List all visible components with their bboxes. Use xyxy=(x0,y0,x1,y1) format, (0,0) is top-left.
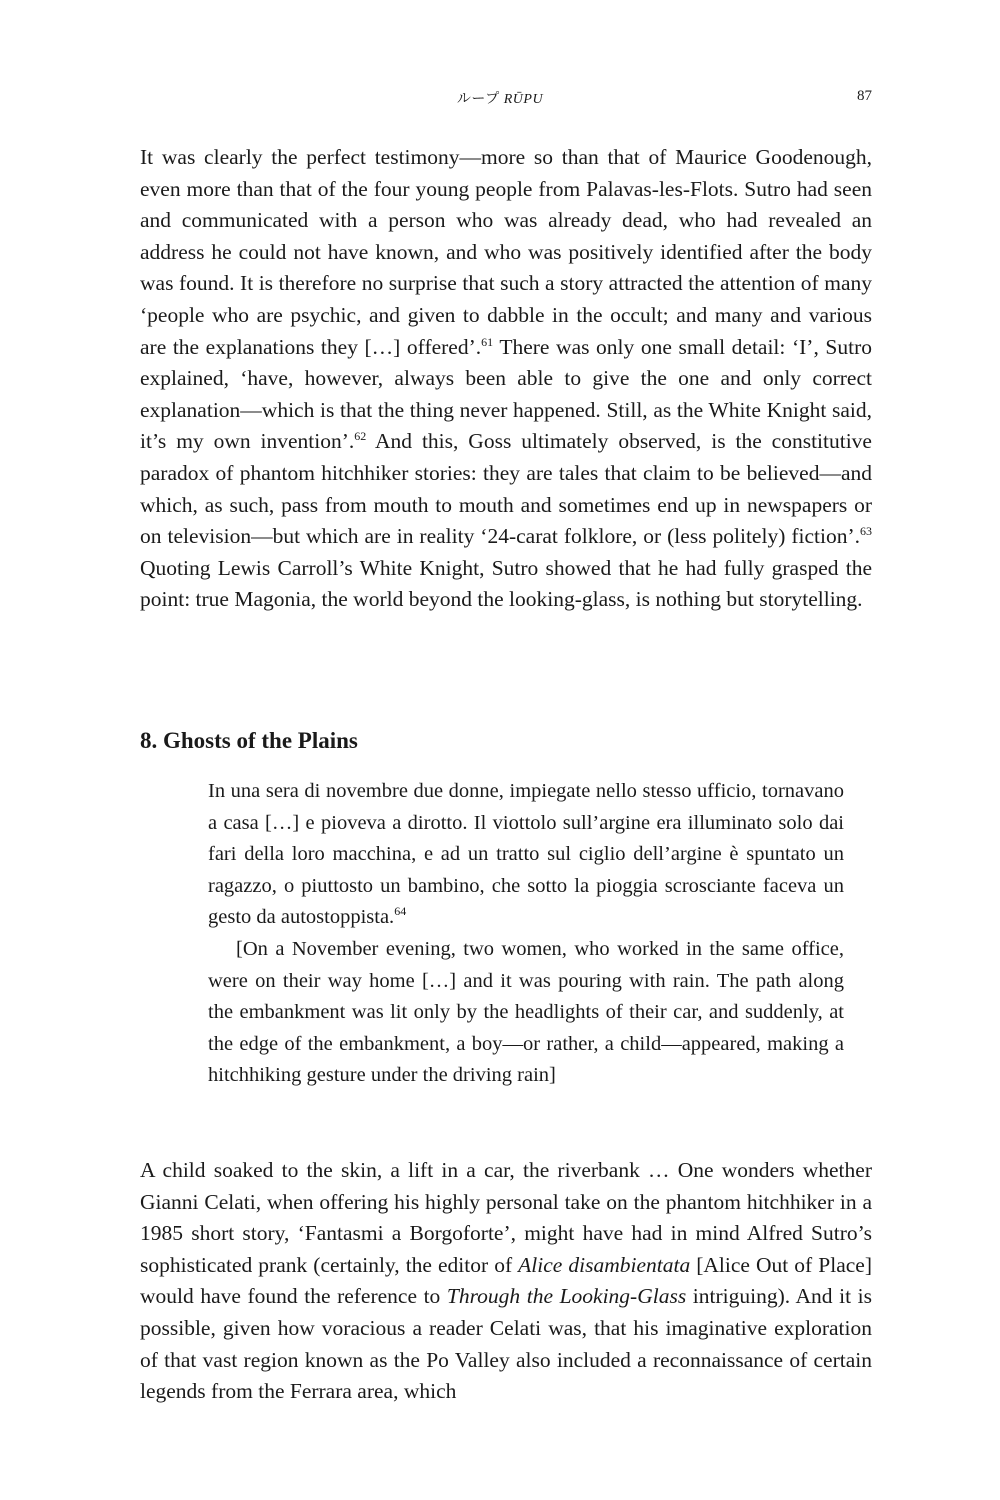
footnote-ref-64[interactable]: 64 xyxy=(394,904,407,919)
italic-title-alice: Alice disambientata xyxy=(518,1252,691,1277)
footnote-ref-62[interactable]: 62 xyxy=(354,429,367,444)
block-quote-english: [On a November evening, two women, who worked in the same office, were on their way home […] and it was pouring with rain. The path along the embankment was lit only by the headlights of their car, and suddenly, at the edge of the embankment, a boy—or rather, a child—appeared, making a hitchhiking gesture under the driving rain] xyxy=(208,938,844,1087)
running-title-jp: ループ xyxy=(456,92,500,107)
body-paragraph-2 xyxy=(140,1155,872,1408)
paragraph-text: And this, Goss ultimately observed, is the constitutive paradox of phantom hitchhiker stories: they are tales that claim to be believed—and which, as such, pass from mouth to mouth and sometimes end up in newspapers or on television—but which are in reality ‘24-carat folklore, or (less politely) fiction’. xyxy=(140,429,872,549)
paragraph-text: [Alice Out of Place] would have found the reference to xyxy=(140,1252,872,1309)
paragraph-text: A child soaked to the skin, a lift in a car, the riverbank … One wonders whether Gianni Celati, when offering his highly personal take on the phantom hitchhiker in a 1985 short story, ‘Fantasmi a Borgoforte’, might have had in mind Alfred Sutro’s sophisticated prank (certainly, the editor of xyxy=(140,1158,872,1277)
paragraph-text: Quoting Lewis Carroll’s White Knight, Sutro showed that he had fully grasped the point: true Magonia, the world beyond the looking-glass, is nothing but storytelling. xyxy=(140,555,872,612)
block-quote-italian xyxy=(208,776,844,934)
footnote-ref-63[interactable]: 63 xyxy=(860,523,872,538)
running-title-en: RŪPU xyxy=(503,92,544,107)
body-paragraph-1 xyxy=(140,142,872,616)
page-number: 87 xyxy=(857,88,872,104)
section-heading: 8. Ghosts of the Plains xyxy=(140,728,358,753)
footnote-ref-61[interactable]: 61 xyxy=(481,334,494,349)
paragraph-text: There was only one small detail: ‘I’, Sutro explained, ‘have, however, always been able to give the one and only correct explanation—which is that the thing never happened. Still, as the White Knight said, it’s my own invention’. xyxy=(140,334,872,454)
paragraph-text: It was clearly the perfect testimony—more so than that of Maurice Goodenough, even more than that of the four young people from Palavas-les-Flots. Sutro had seen and communicated with a person who was already dead, who had revealed an address he could not have known, and who was positively identified after the body was found. It is therefore no surprise that such a story attracted the attention of many ‘people who are psychic, and given to dabble in the occult; and many and various are the explanations they […] offered’. xyxy=(140,145,872,359)
italic-title-looking-glass: Through the Looking-Glass xyxy=(446,1284,687,1309)
paragraph-text: intriguing). And it is possible, given how voracious a reader Celati was, that his imaginative exploration of that vast region known as the Po Valley also included a reconnaissance of certain legends from the Ferrara area, which xyxy=(140,1284,872,1404)
quote-text: In una sera di novembre due donne, impiegate nello stesso ufficio, tornavano a casa […] e pioveva a dirotto. Il viottolo sull’argine era illuminato solo dai fari della loro macchina, e ad un tratto sul ciglio dell’argine è spuntato un ragazzo, o piuttosto un bambino, che sotto la pioggia scrosciante faceva un gesto da autostoppista. xyxy=(208,780,844,929)
